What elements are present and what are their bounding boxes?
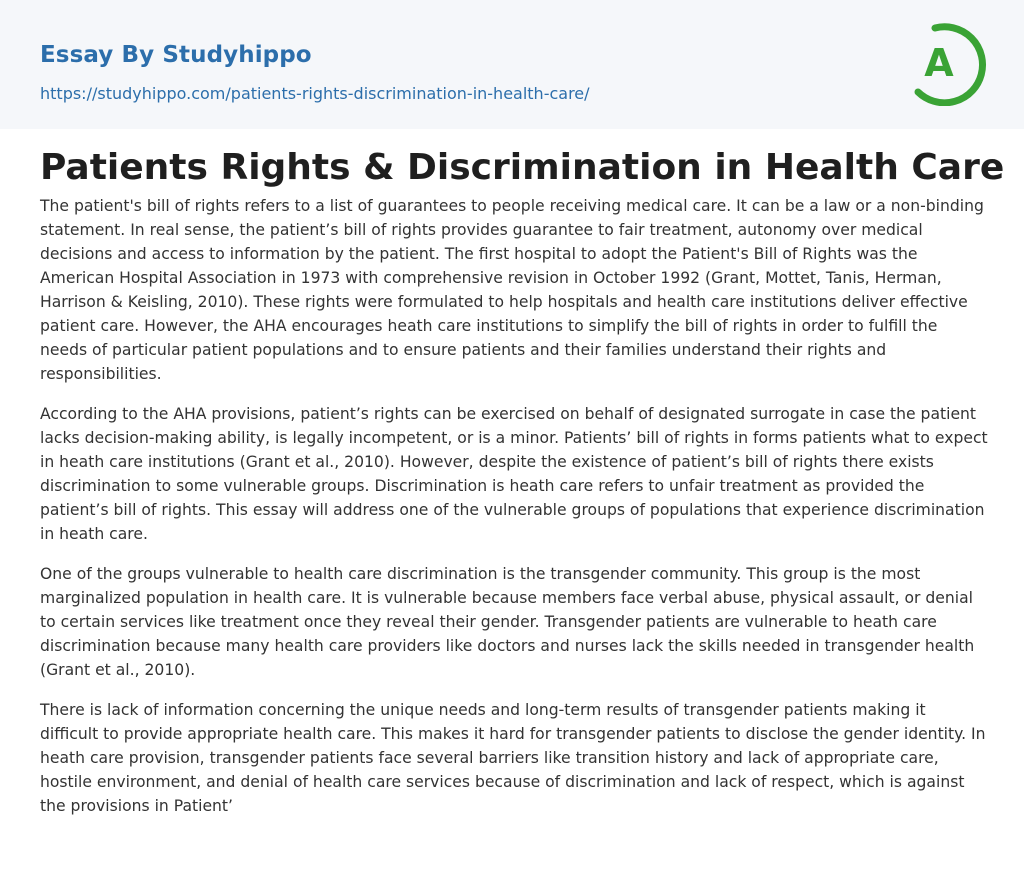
essay-paragraph: The patient's bill of rights refers to a list of guarantees to people receiving medical care. It can be a law or a non-binding statement. In real sense, the patient’s bill of rights provides guarantee to fair treatment, autonomy over medical decisions and access to information by the patient. The first hospital to adopt the Patient's Bill of Rights was the American Hospital Association in 1973 with comprehensive revision in October 1992 (Grant, Mottet, Tanis, Herman, Harrison & Keisling, 2010). These rights were formulated to help hospitals and health care institutions deliver effective patient care. However, the AHA encourages heath care institutions to simplify the bill of rights in order to fulfill the needs of particular patient populations and to ensure patients and their families understand their rights and responsibilities. — [40, 197, 984, 383]
logo-a-icon — [908, 18, 988, 106]
essay-title: Patients Rights & Discrimination in Health Care — [40, 147, 1005, 188]
studyhippo-logo[interactable] — [908, 18, 988, 106]
essay-paragraph: One of the groups vulnerable to health care discrimination is the transgender community. This group is the most marginalized population in health care. It is vulnerable because members face verbal abuse, physical assault, or denial to certain services like treatment once they reveal their gender. Transgender patients are vulnerable to heath care discrimination because many health care providers like doctors and nurses lack the skills needed in transgender health (Grant et al., 2010). — [40, 565, 975, 679]
essay-paragraph: According to the AHA provisions, patient’s rights can be exercised on behalf of designated surrogate in case the patient lacks decision-making ability, is legally incompetent, or is a minor. Patients’ bill of rights in forms patients what to expect in heath care institutions (Grant et al., 2010). However, despite the existence of patient’s bill of rights there exists discrimination to some vulnerable groups. Discrimination is heath care refers to unfair treatment as provided the patient’s bill of rights. This essay will address one of the vulnerable groups of populations that experience discrimination in heath care. — [40, 405, 988, 543]
essay-body — [40, 194, 988, 834]
essay-url-link[interactable]: https://studyhippo.com/patients-rights-discrimination-in-health-care/ — [40, 84, 590, 103]
essay-paragraph: There is lack of information concerning the unique needs and long-term results of transgender patients making it difficult to provide appropriate health care. This makes it hard for transgender patients to disclose the gender identity. In heath care provision, transgender patients face several barriers like transition history and lack of appropriate care, hostile environment, and denial of health care services because of discrimination and lack of respect, which is against the provisions in Patient’ — [40, 701, 986, 815]
logo-letter: A — [924, 41, 954, 85]
site-header — [0, 0, 1024, 129]
brand-title[interactable]: Essay By Studyhippo — [40, 42, 312, 68]
